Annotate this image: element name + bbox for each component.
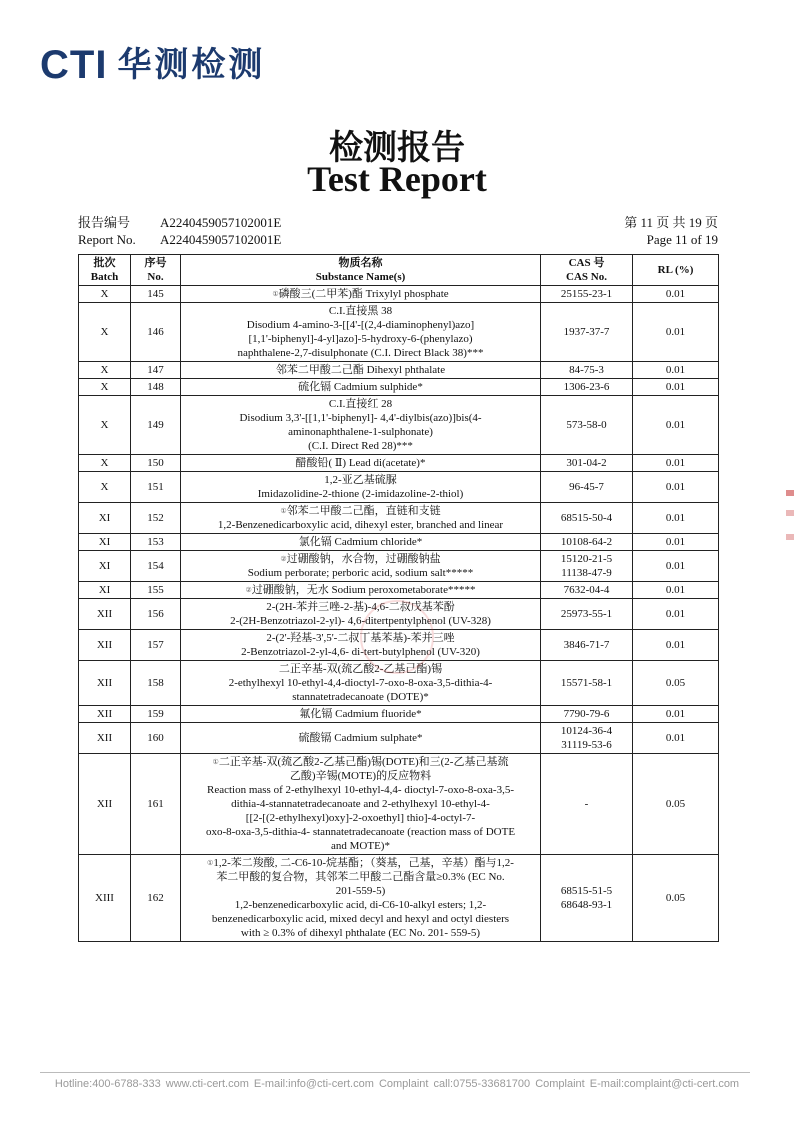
rl-cell: 0.01 bbox=[633, 582, 719, 599]
page-number-en: Page 11 of 19 bbox=[646, 232, 718, 247]
substance-line bbox=[185, 473, 536, 487]
cas-number: 96-45-7 bbox=[569, 481, 604, 493]
cas-number: 68515-50-4 bbox=[560, 512, 613, 524]
table-header-row bbox=[79, 255, 719, 286]
substance-line bbox=[185, 769, 536, 783]
batch-cell: XI bbox=[79, 503, 131, 534]
number-cell: 158 bbox=[131, 661, 181, 706]
substance-line bbox=[185, 825, 536, 839]
substance-text: with ≥ 0.3% of dihexyl phthalate (EC No. 201- 559-5) bbox=[240, 927, 481, 939]
cas-cell bbox=[541, 551, 633, 582]
cas-cell bbox=[541, 303, 633, 362]
batch-cell: X bbox=[79, 303, 131, 362]
cas-cell bbox=[541, 534, 633, 551]
substance-line bbox=[185, 456, 536, 470]
number-cell: 150 bbox=[131, 455, 181, 472]
substance-cell bbox=[181, 661, 541, 706]
number-cell: 147 bbox=[131, 362, 181, 379]
substance-text: naphthalene-2,7-disulphonate (C.I. Direct Black 38)*** bbox=[237, 347, 484, 359]
number-cell: 155 bbox=[131, 582, 181, 599]
number-cell: 159 bbox=[131, 706, 181, 723]
substance-line bbox=[185, 504, 536, 518]
substance-cell bbox=[181, 534, 541, 551]
substance-text: 1,2-Benzenedicarboxylic acid, dihexyl ester, branched and linear bbox=[217, 519, 504, 531]
cas-cell bbox=[541, 754, 633, 855]
substance-text: 磷酸三(二甲苯)酯 Trixylyl phosphate bbox=[278, 288, 449, 300]
watermark-seal bbox=[360, 600, 434, 674]
substance-cell bbox=[181, 396, 541, 455]
cas-number: 15571-58-1 bbox=[560, 677, 613, 689]
table-row bbox=[79, 503, 719, 534]
substance-text: 过硼酸钠，无水 Sodium peroxometaborate***** bbox=[251, 584, 476, 596]
logo-latin-text: CTI bbox=[40, 43, 108, 87]
cas-number: 15120-21-5 bbox=[560, 553, 613, 565]
substance-cell bbox=[181, 551, 541, 582]
batch-cell: XII bbox=[79, 661, 131, 706]
report-no-label-en: Report No. bbox=[78, 232, 136, 247]
cas-cell bbox=[541, 855, 633, 942]
substance-line bbox=[185, 884, 536, 898]
number-cell: 152 bbox=[131, 503, 181, 534]
substance-line bbox=[185, 898, 536, 912]
substance-text: 苯二甲酸的复合物，其邻苯二甲酸二己酯含量≥0.3% (EC No. bbox=[216, 871, 505, 883]
substance-text: 氯化镉 Cadmium chloride* bbox=[298, 536, 423, 548]
substance-cell bbox=[181, 379, 541, 396]
cas-number: 10108-64-2 bbox=[560, 536, 613, 548]
substance-text: 醋酸铅( Ⅱ) Lead di(acetate)* bbox=[295, 457, 426, 469]
substance-text: C.I.直接黑 38 bbox=[328, 305, 393, 317]
table-row bbox=[79, 303, 719, 362]
substance-text: 二正辛基-双(巯乙酸2-乙基己酯)锡 bbox=[278, 663, 443, 675]
cas-number: 25973-55-1 bbox=[560, 608, 613, 620]
rl-cell: 0.01 bbox=[633, 706, 719, 723]
footnote-marker: ① bbox=[212, 758, 219, 766]
substance-line bbox=[185, 600, 536, 614]
report-title-english: Test Report bbox=[307, 159, 487, 199]
cas-cell bbox=[541, 286, 633, 303]
rl-cell: 0.01 bbox=[633, 551, 719, 582]
substance-line bbox=[185, 304, 536, 318]
substance-line bbox=[185, 425, 536, 439]
substance-cell bbox=[181, 503, 541, 534]
table-row bbox=[79, 723, 719, 754]
report-number-en: A2240459057102001E bbox=[160, 232, 282, 247]
rl-cell: 0.01 bbox=[633, 503, 719, 534]
substance-text: 1,2-亚乙基硫脲 bbox=[324, 474, 397, 486]
substance-text: stannatetradecanoate (DOTE)* bbox=[292, 691, 429, 703]
rl-cell: 0.05 bbox=[633, 754, 719, 855]
substance-text: 2-(2'-羟基-3',5'-二叔丁基苯基)-苯并三唑 bbox=[266, 632, 455, 644]
substance-line bbox=[185, 518, 536, 532]
header-substance: 物质名称 Substance Name(s) bbox=[181, 255, 541, 286]
substance-text: 2-(2H-苯并三唑-2-基)-4,6-二叔戊基苯酚 bbox=[266, 601, 455, 613]
header-cas: CAS 号 CAS No. bbox=[541, 255, 633, 286]
footnote-marker: ② bbox=[245, 586, 252, 594]
substance-line bbox=[185, 552, 536, 566]
batch-cell: X bbox=[79, 472, 131, 503]
cas-cell bbox=[541, 706, 633, 723]
cas-number: 31119-53-6 bbox=[561, 739, 612, 751]
substance-text: Disodium 3,3'-[[1,1'-biphenyl]- 4,4'-diylbis(azo)]bis(4- bbox=[239, 412, 482, 424]
substance-text: (C.I. Direct Red 28)*** bbox=[308, 440, 413, 452]
batch-cell: X bbox=[79, 362, 131, 379]
substance-text: 2-ethylhexyl 10-ethyl-4,4-dioctyl-7-oxo-8-oxa-3,5-dithia-4- bbox=[228, 677, 493, 689]
number-cell: 153 bbox=[131, 534, 181, 551]
substance-text: 过硼酸钠，水合物，过硼酸钠盐 bbox=[286, 553, 441, 565]
footnote-marker: ① bbox=[207, 859, 214, 867]
rl-cell: 0.01 bbox=[633, 286, 719, 303]
logo-chinese-text: 华测检测 bbox=[117, 45, 266, 85]
number-cell: 149 bbox=[131, 396, 181, 455]
number-cell: 154 bbox=[131, 551, 181, 582]
rl-cell: 0.05 bbox=[633, 661, 719, 706]
substance-line bbox=[185, 287, 536, 301]
substance-text: 201-559-5) bbox=[335, 885, 386, 897]
cas-cell bbox=[541, 630, 633, 661]
substance-line bbox=[185, 380, 536, 394]
table-row bbox=[79, 582, 719, 599]
cas-number: - bbox=[584, 798, 589, 810]
number-cell: 161 bbox=[131, 754, 181, 855]
footer-divider bbox=[40, 1072, 750, 1073]
cas-number: 1937-37-7 bbox=[563, 326, 610, 338]
batch-cell: XI bbox=[79, 582, 131, 599]
substance-text: Imidazolidine-2-thione (2-imidazoline-2-thiol) bbox=[257, 488, 464, 500]
substance-line bbox=[185, 363, 536, 377]
batch-cell: XIII bbox=[79, 855, 131, 942]
table-row bbox=[79, 286, 719, 303]
substance-text: and MOTE)* bbox=[331, 840, 390, 852]
substance-line bbox=[185, 318, 536, 332]
cas-number: 7632-04-4 bbox=[563, 584, 610, 596]
table-row bbox=[79, 396, 719, 455]
cas-number: 25155-23-1 bbox=[560, 288, 613, 300]
cas-cell bbox=[541, 661, 633, 706]
rl-cell: 0.01 bbox=[633, 472, 719, 503]
substance-line bbox=[185, 870, 536, 884]
table-row bbox=[79, 472, 719, 503]
substance-text: 1,2-benzenedicarboxylic acid, di-C6-10-alkyl esters; 1,2- bbox=[234, 899, 487, 911]
substance-cell bbox=[181, 723, 541, 754]
cas-number: 84-75-3 bbox=[569, 364, 604, 376]
substance-text: benzenedicarboxylic acid, mixed decyl and hexyl and octyl diesters bbox=[211, 913, 510, 925]
cas-number: 10124-36-4 bbox=[560, 725, 613, 737]
footnote-marker: ② bbox=[280, 555, 287, 563]
table-row bbox=[79, 534, 719, 551]
substance-text: Sodium perborate; perboric acid, sodium salt***** bbox=[247, 567, 474, 579]
substance-text: 硫化镉 Cadmium sulphide* bbox=[298, 381, 423, 393]
cas-number: 3846-71-7 bbox=[563, 639, 610, 651]
substance-line bbox=[185, 566, 536, 580]
substance-cell bbox=[181, 599, 541, 630]
table-row bbox=[79, 855, 719, 942]
rl-cell: 0.01 bbox=[633, 534, 719, 551]
number-cell: 151 bbox=[131, 472, 181, 503]
rl-cell: 0.01 bbox=[633, 379, 719, 396]
cas-cell bbox=[541, 472, 633, 503]
substance-line bbox=[185, 535, 536, 549]
cas-cell bbox=[541, 723, 633, 754]
batch-cell: XII bbox=[79, 706, 131, 723]
substance-table bbox=[78, 254, 719, 942]
report-title-chinese: 检测报告 bbox=[329, 128, 465, 168]
substance-line bbox=[185, 676, 536, 690]
substance-line bbox=[185, 487, 536, 501]
footnote-marker: ① bbox=[280, 507, 287, 515]
cas-number: 11138-47-9 bbox=[561, 567, 612, 579]
substance-cell bbox=[181, 855, 541, 942]
substance-line bbox=[185, 690, 536, 704]
company-logo bbox=[40, 44, 265, 86]
page-number-cn: 第 11 页 共 19 页 bbox=[624, 215, 718, 230]
substance-cell bbox=[181, 754, 541, 855]
header-batch: 批次 Batch bbox=[79, 255, 131, 286]
rl-cell: 0.01 bbox=[633, 362, 719, 379]
substance-text: 氟化镉 Cadmium fluoride* bbox=[299, 708, 422, 720]
substance-cell bbox=[181, 303, 541, 362]
header-no: 序号 No. bbox=[131, 255, 181, 286]
cas-cell bbox=[541, 362, 633, 379]
cas-number: 68648-93-1 bbox=[560, 899, 613, 911]
number-cell: 160 bbox=[131, 723, 181, 754]
cas-number: 68515-51-5 bbox=[560, 885, 613, 897]
cas-cell bbox=[541, 582, 633, 599]
table-row bbox=[79, 362, 719, 379]
edge-seal-mark bbox=[786, 490, 794, 630]
number-cell: 162 bbox=[131, 855, 181, 942]
substance-text: [[2-[(2-ethylhexyl)oxy]-2-oxoethyl] thio]-4-octyl-7- bbox=[245, 812, 476, 824]
substance-line bbox=[185, 856, 536, 870]
substance-text: C.I.直接红 28 bbox=[328, 398, 393, 410]
cas-number: 7790-79-6 bbox=[563, 708, 610, 720]
rl-cell: 0.01 bbox=[633, 455, 719, 472]
substance-line bbox=[185, 662, 536, 676]
rl-cell: 0.01 bbox=[633, 599, 719, 630]
batch-cell: XII bbox=[79, 599, 131, 630]
cas-cell bbox=[541, 379, 633, 396]
batch-cell: X bbox=[79, 455, 131, 472]
number-cell: 157 bbox=[131, 630, 181, 661]
substance-text: 乙酸)辛锡(MOTE)的反应物料 bbox=[289, 770, 432, 782]
substance-cell bbox=[181, 455, 541, 472]
cas-number: 301-04-2 bbox=[566, 457, 607, 469]
cas-cell bbox=[541, 599, 633, 630]
batch-cell: XI bbox=[79, 551, 131, 582]
cas-number: 1306-23-6 bbox=[563, 381, 610, 393]
page-number-block bbox=[624, 214, 718, 248]
substance-line bbox=[185, 346, 536, 360]
table-row bbox=[79, 754, 719, 855]
substance-text: 硫酸镉 Cadmium sulphate* bbox=[298, 732, 423, 744]
rl-cell: 0.01 bbox=[633, 630, 719, 661]
substance-line bbox=[185, 731, 536, 745]
substance-line bbox=[185, 332, 536, 346]
substance-text: 2-Benzotriazol-2-yl-4,6- di-tert-butylphenol (UV-320) bbox=[241, 646, 480, 658]
substance-line bbox=[185, 797, 536, 811]
rl-cell: 0.01 bbox=[633, 723, 719, 754]
substance-cell bbox=[181, 362, 541, 379]
substance-line bbox=[185, 439, 536, 453]
report-number-block bbox=[78, 214, 281, 248]
substance-cell bbox=[181, 582, 541, 599]
number-cell: 145 bbox=[131, 286, 181, 303]
substance-text: Reaction mass of 2-ethylhexyl 10-ethyl-4,4- dioctyl-7-oxo-8-oxa-3,5- bbox=[206, 784, 514, 796]
table-row bbox=[79, 379, 719, 396]
substance-cell bbox=[181, 286, 541, 303]
substance-text: 邻苯二甲酸二己酯 Dihexyl phthalate bbox=[275, 364, 446, 376]
batch-cell: X bbox=[79, 379, 131, 396]
table-row bbox=[79, 706, 719, 723]
number-cell: 156 bbox=[131, 599, 181, 630]
substance-line bbox=[185, 411, 536, 425]
substance-cell bbox=[181, 472, 541, 503]
header-rl: RL (%) bbox=[633, 255, 719, 286]
rl-cell: 0.01 bbox=[633, 396, 719, 455]
rl-cell: 0.05 bbox=[633, 855, 719, 942]
batch-cell: XII bbox=[79, 754, 131, 855]
substance-text: oxo-8-oxa-3,5-dithia-4- stannatetradecanoate (reaction mass of DOTE bbox=[205, 826, 516, 838]
substance-text: aminonaphthalene-1-sulphonate) bbox=[288, 426, 433, 438]
number-cell: 146 bbox=[131, 303, 181, 362]
substance-line bbox=[185, 783, 536, 797]
batch-cell: XII bbox=[79, 723, 131, 754]
substance-line bbox=[185, 583, 536, 597]
batch-cell: X bbox=[79, 286, 131, 303]
substance-text: [1,1'-biphenyl]-4-yl]azo]-5-hydroxy-6-(phenylazo) bbox=[248, 333, 473, 345]
substance-line bbox=[185, 755, 536, 769]
table-row bbox=[79, 551, 719, 582]
substance-line bbox=[185, 707, 536, 721]
cas-number: 573-58-0 bbox=[566, 419, 607, 431]
substance-line bbox=[185, 811, 536, 825]
table-row bbox=[79, 455, 719, 472]
substance-text: 邻苯二甲酸二己酯，直链和支链 bbox=[286, 505, 441, 517]
footer-contacts: Hotline:400-6788-333 www.cti-cert.com E-mail:info@cti-cert.com Complaint call:0755-33681700 Complaint E-mail:complaint@cti-cert.com bbox=[54, 1078, 740, 1090]
substance-text: Disodium 4-amino-3-[[4'-[(2,4-diaminophenyl)azo] bbox=[246, 319, 475, 331]
substance-line bbox=[185, 839, 536, 853]
substance-line bbox=[185, 912, 536, 926]
cas-cell bbox=[541, 503, 633, 534]
number-cell: 148 bbox=[131, 379, 181, 396]
footnote-marker: ① bbox=[272, 290, 279, 298]
substance-cell bbox=[181, 706, 541, 723]
cas-cell bbox=[541, 455, 633, 472]
substance-line bbox=[185, 926, 536, 940]
substance-text: 1,2-苯二羧酸, 二-C6-10-烷基酯；（葵基，己基，辛基）酯与1,2- bbox=[213, 857, 514, 869]
substance-text: 2-(2H-Benzotriazol-2-yl)- 4,6-ditertpentylphenol (UV-328) bbox=[230, 615, 491, 627]
batch-cell: XI bbox=[79, 534, 131, 551]
cas-cell bbox=[541, 396, 633, 455]
rl-cell: 0.01 bbox=[633, 303, 719, 362]
batch-cell: XII bbox=[79, 630, 131, 661]
report-no-label-cn: 报告编号 bbox=[78, 215, 131, 230]
report-number-cn: A2240459057102001E bbox=[160, 215, 282, 230]
substance-text: 二正辛基-双(巯乙酸2-乙基己酯)锡(DOTE)和三(2-乙基己基巯 bbox=[218, 756, 509, 768]
substance-text: dithia-4-stannatetradecanoate and 2-ethylhexyl 10-ethyl-4- bbox=[231, 798, 490, 810]
batch-cell: X bbox=[79, 396, 131, 455]
substance-line bbox=[185, 397, 536, 411]
